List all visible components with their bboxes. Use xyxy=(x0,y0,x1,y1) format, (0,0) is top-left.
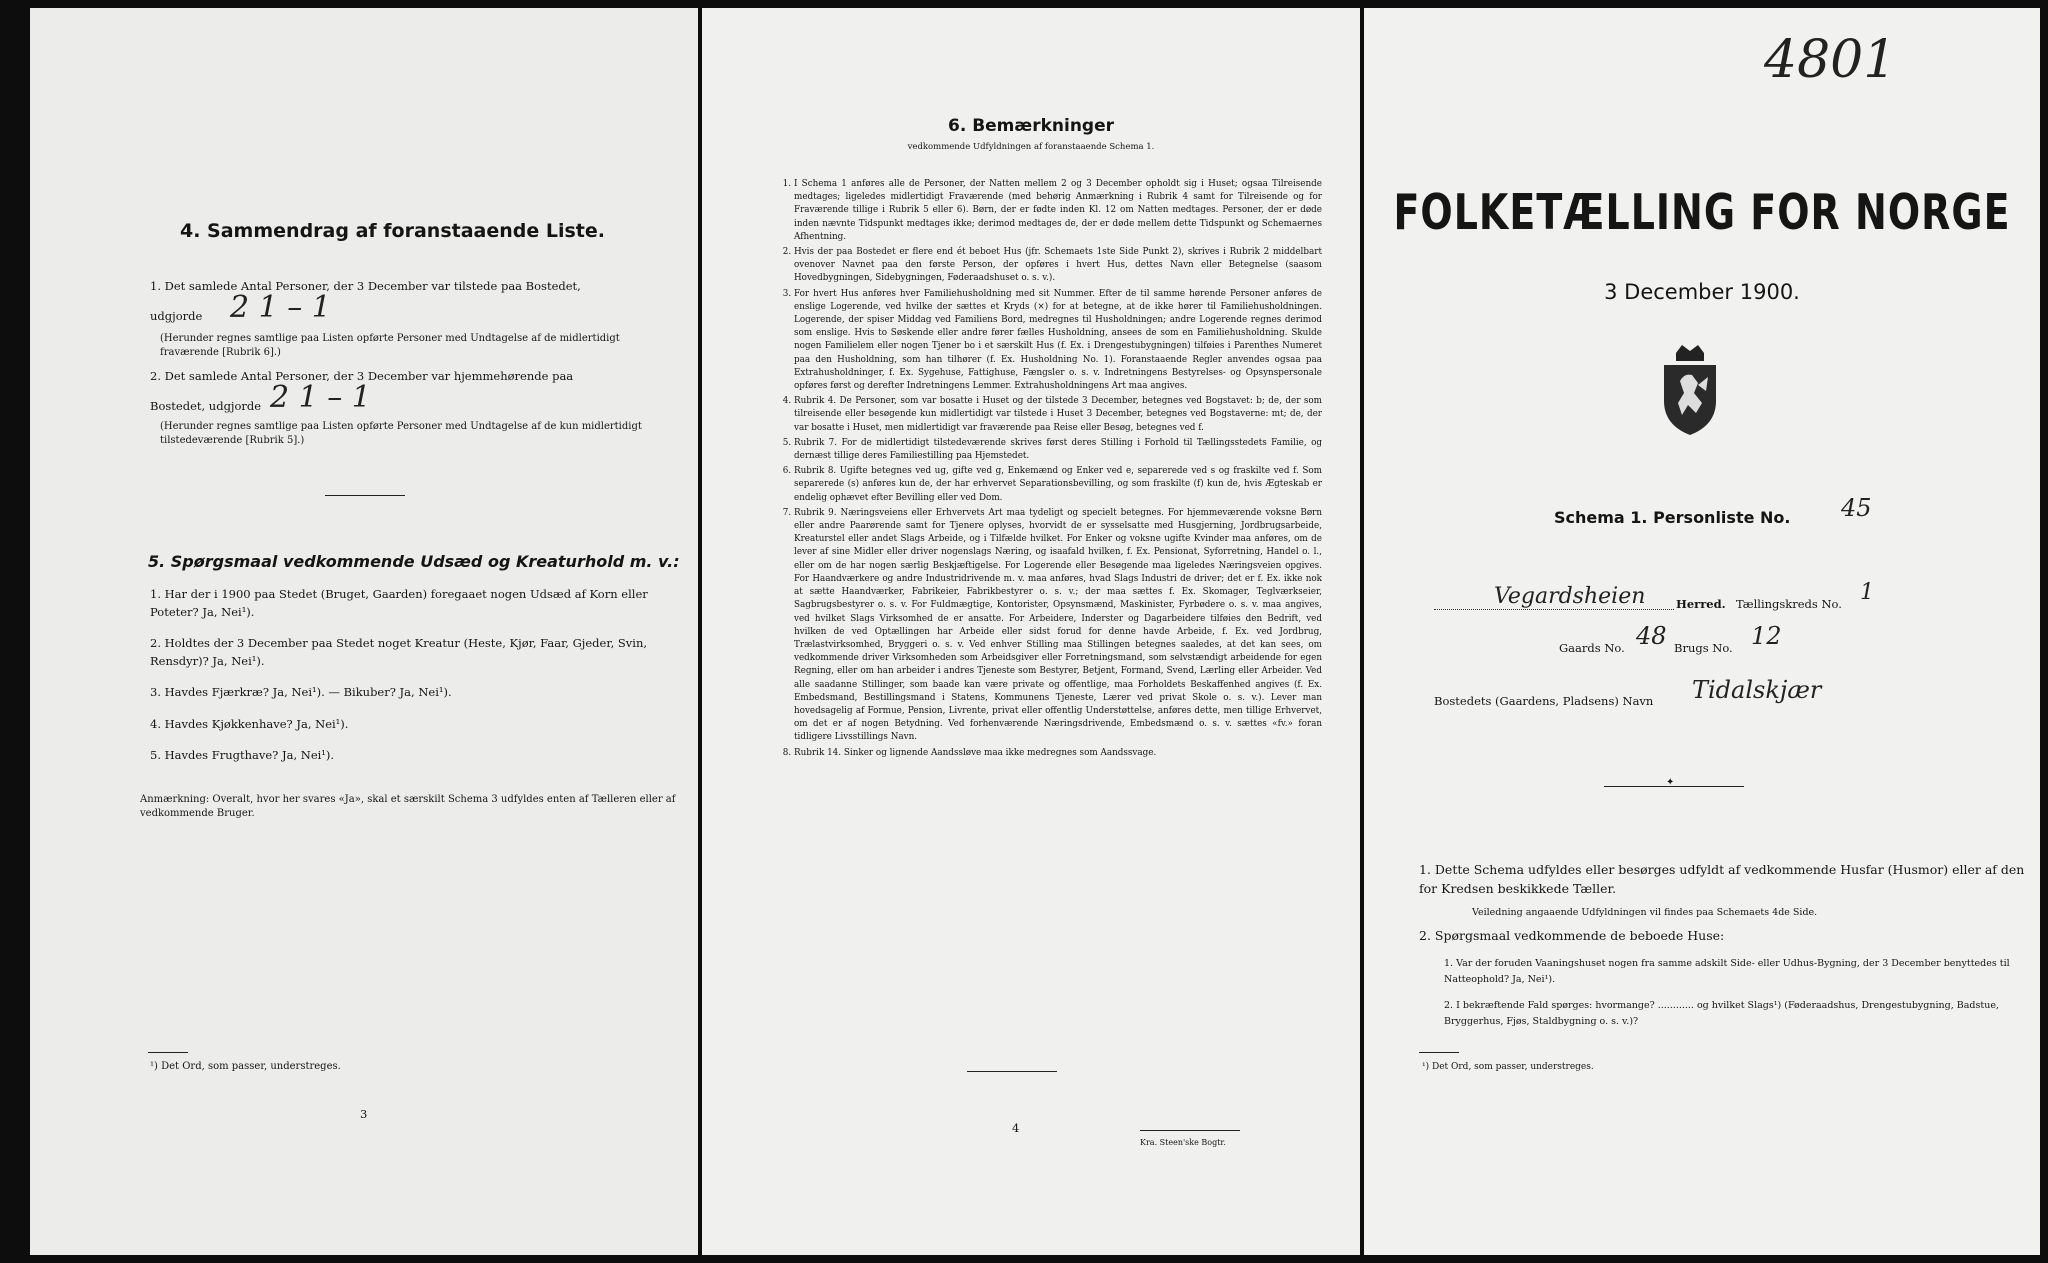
gaards-value: 48 xyxy=(1636,622,1667,650)
footnote: ¹) Det Ord, som passer, understreges. xyxy=(150,1061,341,1072)
bosted-value: Tidalskjær xyxy=(1692,676,1822,704)
archive-number: 4801 xyxy=(1764,30,1897,90)
q1-handwritten-count: 2 1 – 1 xyxy=(230,290,331,325)
bosted-label: Bostedets (Gaardens, Pladsens) Navn xyxy=(1434,694,1654,708)
brugs-label: Brugs No. xyxy=(1674,641,1733,655)
printer-mark: Kra. Steen'ske Bogtr. xyxy=(1140,1138,1226,1147)
divider xyxy=(967,1071,1057,1072)
middle-page xyxy=(702,8,1360,1255)
divider xyxy=(325,495,405,496)
s5-item: 4. Havdes Kjøkkenhave? Ja, Nei¹). xyxy=(150,716,349,731)
rule-item: 8. Rubrik 14. Sinker og lignende Aandssløve maa ikke medregnes som Aandssvage. xyxy=(794,747,1322,760)
annotation-note: Anmærkning: Overalt, hvor her svares «Ja», skal et særskilt Schema 3 udfyldes enten af Tælleren eller af vedkommende Bruger. xyxy=(140,794,676,819)
schema-label: Schema 1. Personliste No. xyxy=(1554,508,1791,527)
herred-value: Vegardsheien xyxy=(1494,584,1646,609)
s5-item: 2. Holdtes der 3 December paa Stedet noget Kreatur (Heste, Kjør, Faar, Gjeder, Svin, Rensdyr)? Ja, Nei¹). xyxy=(150,636,648,668)
census-date: 3 December 1900. xyxy=(1604,280,1800,304)
rule-item: 6. Rubrik 8. Ugifte betegnes ved ug, gifte ved g, Enkemænd og Enker ved e, separerede ved s og fraskilte ved f. Som separerede (s) anføres kun de, der har erhvervet Separationsbevilling, og som fraskilte (f) kun de, hvis Ægteskab er endelig ophævet efter Bevilling eller ved Dom. xyxy=(794,465,1322,505)
q2-text: 2. Det samlede Antal Personer, der 3 December var hjemmehørende paa xyxy=(150,369,574,383)
s5-list xyxy=(150,586,670,779)
printer-rule xyxy=(1140,1130,1240,1131)
page-number: 3 xyxy=(360,1107,368,1121)
s5-item: 1. Har der i 1900 paa Stedet (Bruget, Gaarden) foregaaet nogen Udsæd af Korn eller Poteter? Ja, Nei¹). xyxy=(150,587,648,619)
brugs-value: 12 xyxy=(1751,622,1782,650)
footnote-rule xyxy=(148,1052,188,1053)
s5-item: 3. Havdes Fjærkræ? Ja, Nei¹). — Bikuber? Ja, Nei¹). xyxy=(150,685,452,699)
rule-item: 3. For hvert Hus anføres hver Familiehusholdning med sit Nummer. Efter de til samme hørende Personer anføres de enslige Logerende, ved hvilke der sættes et Kryds (×) for at betegne, at de ikke hører til Familiehusholdningen. Logerende, der spiser Middag ved Familiens Bord, medregnes til Husholdningen; andre Logerende regnes derimod som enslige. Hvis to Søskende eller andre fører fælles Husholdning, ansees de som en Familiehusholdning. Skulde nogen Familielem eller nogen Tjener bo i et særskilt Hus (f. Ex. i Drengestubygningen) tilføies i Parenthes Numeret paa den Husholdning, som han tilhører (f. Ex. Husholdning No. 1). Foranstaaende Regler anvendes ogsaa paa Extrahusholdninger, f. Ex. Sygehuse, Fattighuse, Fængsler o. s. v. Indretningens Bestyrelses- og Opsynspersonale opføres først og derefter Indretningens Lemmer. Extrahusholdningens Art maa angives. xyxy=(794,288,1322,394)
kreds-label: Tællingskreds No. xyxy=(1736,597,1842,611)
page-number: 4 xyxy=(1012,1121,1020,1135)
q1-prefix: udgjorde xyxy=(150,309,203,323)
herred-field xyxy=(1434,584,1674,610)
q2-prefix: Bostedet, udgjorde xyxy=(150,399,262,413)
q2-note: (Herunder regnes samtlige paa Listen opførte Personer med Undtagelse af de kun midlertidigt tilstedeværende [Rubrik 5].) xyxy=(160,421,642,446)
footnote: ¹) Det Ord, som passer, understreges. xyxy=(1422,1062,1594,1072)
section4-title: 4. Sammendrag af foranstaaende Liste. xyxy=(180,220,605,242)
rule-item: 7. Rubrik 9. Næringsveiens eller Erhvervets Art maa tydeligt og specielt betegnes. For hjemmeværende voksne Børn eller andre Paarørende samt for Tjenere oplyses, hvorvidt de er sysselsatte med Husgjerning, Jordbrugsarbeide, Kreaturstel eller andet Slags Arbeide, og i Tilfælde hvilket. For Enker og voksne ugifte Kvinder maa anføres, om de lever af sine Midler eller driver nogenslags Næring, og isaafald hvilken, f. Ex. Pensionat, Syforretning, Handel o. l., eller om de har nogen særlig Beskjæftigelse. For Logerende eller Besøgende maa ligeledes Næringsveien opgives. For Haandværkere og andre Industridrivende m. v. maa anføres, hvad Slags Industri de driver; det er f. Ex. ikke nok at sætte Haandværker, Fabrikeier, Fabrikbestyrer o. s. v.; der maa sættes f. Ex. Skomager, Teglværkseier, Sagbrugsbestyrer o. s. v. For Fuldmægtige, Kontorister, Opsynsmænd, Maskinister, Fyrbødere o. s. v. maa angives, ved hvilket Slags Virksomhed de er ansatte. For Arbeidere, Inderster og Dagarbeidere tilføies den Bedrift, ved hvilken de ved Optællingen har Arbeide eller sidst forud for denne havde Arbeide, f. Ex. ved Jordbrug, Trælastvirksomhed, Bryggeri o. s. v. Ved enhver Stilling maa Stillingen betegnes saaledes, at det kan sees, om vedkommende driver Virksomheden som Arbeidsgiver eller Forretningsmand, som selvstændigt arbeidende for egen Regning, eller om han arbeider i andres Tjeneste som Bestyrer, Betjent, Formand, Svend, Lærling eller Arbeider. Ved alle saadanne Stillinger, som baade kan være private og offentlige, maa Forholdets Beskaffenhed angives (f. Ex. Embedsmand, Bestillingsmand i Statens, Kommunens Tjeneste, Lærer ved privat Skole o. s. v.). Lever man hovedsagelig af Formue, Pension, Livrente, privat eller offentlig Understøttelse, anføres dette, men tillige Erhvervet, om det er af nogen Betydning. Ved forhenværende Næringsdrivende, Embedsmænd o. s. v. sættes «fv.» foran tidligere Livsstillings Navn. xyxy=(794,507,1322,745)
main-title: FOLKETÆLLING FOR NORGE xyxy=(1393,183,2011,241)
instruction-2-title: 2. Spørgsmaal vedkommende de beboede Huse: xyxy=(1419,928,1725,943)
q1-note: (Herunder regnes samtlige paa Listen opførte Personer med Undtagelse af de midlertidigt fraværende [Rubrik 6].) xyxy=(160,333,620,358)
instruction-2-list xyxy=(1444,956,2034,1030)
rule-item: 4. Rubrik 4. De Personer, som var bosatte i Huset og der tilstede 3 December, betegnes ved Bogstavet: b; de, der som tilreisende eller besøgende kun midlertidigt var tilstede i Huset 3 December, betegnes ved Bogstaverne: mt; de, der var bosatte i Huset, men midlertidigt var fraværende paa Reise eller Besøg, betegnes ved f. xyxy=(794,395,1322,435)
kreds-value: 1 xyxy=(1860,580,1874,605)
q1-text: 1. Det samlede Antal Personer, der 3 December var tilstede paa Bostedet, xyxy=(150,279,581,293)
remarks-subtitle: vedkommende Udfyldningen af foranstaaende Schema 1. xyxy=(907,142,1155,152)
gaards-label: Gaards No. xyxy=(1559,641,1625,655)
section5-title: 5. Spørgsmaal vedkommende Udsæd og Kreaturhold m. v.: xyxy=(148,552,680,571)
herred-label: Herred. xyxy=(1676,597,1726,611)
left-page xyxy=(30,8,698,1255)
s5-item: 5. Havdes Frugthave? Ja, Nei¹). xyxy=(150,748,335,762)
q2-handwritten-count: 2 1 – 1 xyxy=(270,380,371,415)
remarks-title: 6. Bemærkninger xyxy=(947,116,1115,136)
schema-number: 45 xyxy=(1841,494,1872,522)
footnote-rule xyxy=(1419,1052,1459,1053)
instruction-2-item: 1. Var der foruden Vaaningshuset nogen fra samme adskilt Side- eller Udhus-Bygning, der 3 December benyttedes til Natteophold? Ja, Nei¹). xyxy=(1444,958,2010,985)
right-page xyxy=(1364,8,2040,1255)
rule-item: 2. Hvis der paa Bostedet er flere end ét beboet Hus (jfr. Schemaets 1ste Side Punkt 2), skrives i Rubrik 2 middelbart ovenover Navnet paa den første Person, der opføres i hvert Hus, dettes Navn eller Betegnelse (saasom Hovedbygningen, Sidebygningen, Føderaadshuset o. s. v.). xyxy=(794,246,1322,286)
instruction-1: 1. Dette Schema udfyldes eller besørges udfyldt af vedkommende Husfar (Husmor) eller af den for Kredsen beskikkede Tæller. xyxy=(1419,862,2025,896)
remarks-rules xyxy=(772,178,1322,762)
instruction-1-sub: Veiledning angaaende Udfyldningen vil findes paa Schemaets 4de Side. xyxy=(1472,907,1818,918)
ornament-icon: ✦ xyxy=(1666,777,1675,788)
norwegian-coat-of-arms-icon xyxy=(1654,343,1726,438)
rule-item: 5. Rubrik 7. For de midlertidigt tilstedeværende skrives først deres Stilling i Forhold til Tællingsstedets Familie, og dernæst tillige deres Familiestilling paa Hjemstedet. xyxy=(794,437,1322,463)
rule-item: 1. I Schema 1 anføres alle de Personer, der Natten mellem 2 og 3 December opholdt sig i Huset; ogsaa Tilreisende medtages; ligeledes midlertidigt Fraværende (med behørig Anmærkning i Rubrik 4 samt for Tilreisende og for Fraværende tillige i Rubrik 5 eller 6). Børn, der er fødte inden Kl. 12 om Natten medtages. Personer, der er døde inden nævnte Tidspunkt medtages ikke; derimod medtages de, der er døde mellem dette Tidspunkt og Schemaernes Afhentning. xyxy=(794,178,1322,244)
instruction-2-item: 2. I bekræftende Fald spørges: hvormange? ............ og hvilket Slags¹) (Føderaadshus, Drengestubygning, Badstue, Bryggerhus, Fjøs, Staldbygning o. s. v.)? xyxy=(1444,1000,1999,1027)
